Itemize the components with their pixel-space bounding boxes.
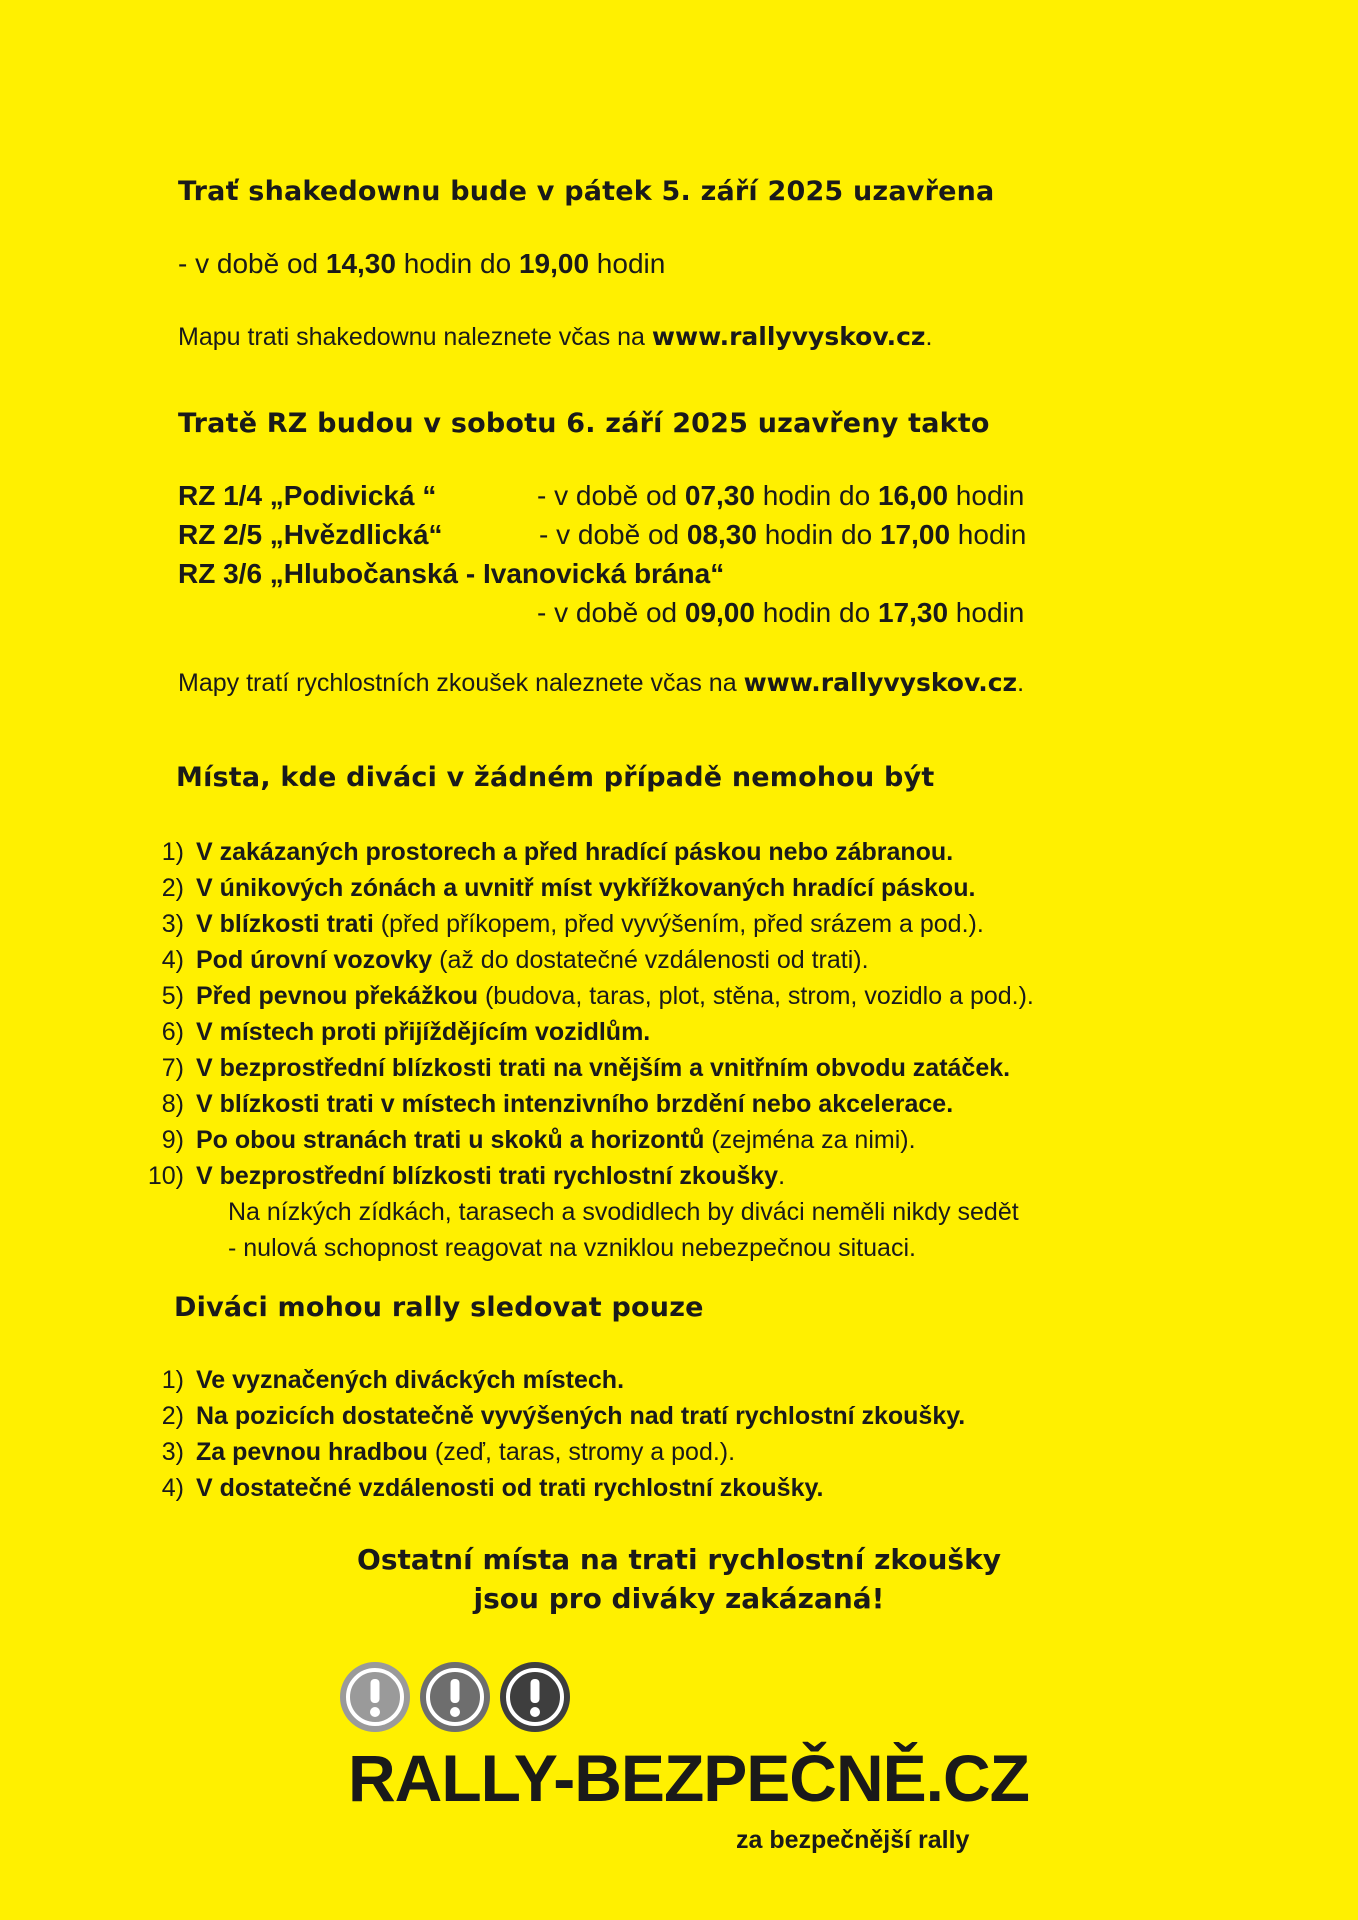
- final-warning-line: Ostatní místa na trati rychlostní zkoušky: [357, 1543, 1001, 1576]
- time-from: 08,30: [686, 519, 757, 550]
- list-item: [130, 1470, 965, 1506]
- item-number: 9): [161, 1126, 184, 1154]
- allowed-heading: Diváci mohou rally sledovat pouze: [174, 1292, 704, 1323]
- time-suffix: hodin: [948, 597, 1025, 628]
- item-rest: (budova, taras, plot, stěna, strom, vozidlo a pod.).: [478, 982, 1034, 1010]
- item-number: 4): [161, 1474, 184, 1502]
- time-prefix: - v době od: [539, 519, 687, 550]
- list-item: [130, 1398, 965, 1434]
- forbidden-list: [130, 834, 1034, 1266]
- rz-stage-name: [178, 519, 443, 551]
- time-suffix: hodin: [948, 480, 1025, 511]
- list-item: [130, 1014, 1034, 1050]
- final-warning: [0, 1540, 1358, 1618]
- time-mid: hodin do: [756, 519, 880, 550]
- item-number: 3): [161, 910, 184, 938]
- item-number: 8): [161, 1090, 184, 1118]
- list-item: [130, 1086, 1034, 1122]
- list-item: [130, 870, 1034, 906]
- allowed-list: [130, 1362, 965, 1506]
- list-item: [130, 978, 1034, 1014]
- item-bold: Pod úrovní vozovky: [196, 946, 433, 974]
- warning-exclamation-icon: [418, 1660, 492, 1734]
- time-suffix: hodin: [950, 519, 1027, 550]
- stage-name: RZ 2/5 „Hvězdlická“: [178, 519, 443, 550]
- item-rest: (zejména za nimi).: [704, 1126, 916, 1154]
- item-number: 3): [161, 1438, 184, 1466]
- item-bold: V bezprostřední blízkosti trati rychlostní zkoušky: [196, 1162, 779, 1190]
- list-item: [130, 1434, 965, 1470]
- item-number: 10): [147, 1162, 184, 1190]
- item-number: 1): [161, 1366, 184, 1394]
- time-to: 17,00: [879, 519, 951, 550]
- final-warning-line: jsou pro diváky zakázaná!: [473, 1582, 885, 1615]
- item-number: 1): [161, 838, 184, 866]
- forbidden-note-line: Na nízkých zídkách, tarasech a svodidlech by diváci neměli nikdy sedět: [228, 1198, 1019, 1226]
- item-bold: V místech proti přijíždějícím vozidlům.: [196, 1018, 651, 1046]
- item-bold: V dostatečné vzdálenosti od trati rychlostní zkoušky.: [196, 1474, 824, 1502]
- item-rest: .: [778, 1162, 786, 1190]
- warning-exclamation-icon-graphic: [418, 1660, 492, 1734]
- time-from: 07,30: [684, 480, 755, 511]
- time-to: 17,30: [877, 597, 949, 628]
- forbidden-note-line: - nulová schopnost reagovat na vzniklou nebezpečnou situaci.: [228, 1234, 916, 1262]
- item-number: 2): [161, 874, 184, 902]
- list-item: [130, 906, 1034, 942]
- time-from: 09,00: [684, 597, 755, 628]
- item-bold: V zakázaných prostorech a před hradící páskou nebo zábranou.: [196, 838, 954, 866]
- item-rest: (až do dostatečné vzdálenosti od trati).: [432, 946, 869, 974]
- time-prefix: - v době od: [178, 248, 326, 279]
- list-item: [130, 1050, 1034, 1086]
- stage-name: RZ 3/6 „Hlubočanská - Ivanovická brána“: [178, 558, 725, 589]
- item-bold: V blízkosti trati: [196, 910, 374, 938]
- item-number: 4): [161, 946, 184, 974]
- warning-exclamation-icon: [498, 1660, 572, 1734]
- list-item: [130, 1122, 1034, 1158]
- forbidden-heading: Místa, kde diváci v žádném případě nemohou být: [176, 762, 935, 793]
- map-end: .: [1017, 669, 1025, 697]
- time-mid: hodin do: [754, 480, 878, 511]
- time-from: 14,30: [325, 248, 396, 279]
- shakedown-map-info: [178, 322, 932, 352]
- rz-stage-time: [539, 519, 1026, 551]
- list-item: [130, 942, 1034, 978]
- rz-stage-time: [537, 480, 1024, 512]
- map-text: Mapu trati shakedownu naleznete včas na: [178, 323, 652, 351]
- item-number: 5): [161, 982, 184, 1010]
- map-text: Mapy tratí rychlostních zkoušek naleznete včas na: [178, 669, 744, 697]
- item-number: 2): [161, 1402, 184, 1430]
- map-url-link[interactable]: www.rallyvyskov.cz: [743, 668, 1018, 697]
- warning-exclamation-icon: [338, 1660, 412, 1734]
- warning-exclamation-icon-graphic: [338, 1660, 412, 1734]
- time-to: 16,00: [877, 480, 949, 511]
- shakedown-heading: Trať shakedownu bude v pátek 5. září 2025 uzavřena: [178, 176, 995, 207]
- list-item: [130, 1362, 965, 1398]
- rz-heading: Tratě RZ budou v sobotu 6. září 2025 uzavřeny takto: [178, 408, 990, 439]
- time-prefix: - v době od: [537, 597, 685, 628]
- time-to: 19,00: [518, 248, 590, 279]
- logo-tagline: za bezpečnější rally: [736, 1826, 970, 1854]
- time-mid: hodin do: [754, 597, 878, 628]
- item-rest: (před příkopem, před vyvýšením, před srázem a pod.).: [373, 910, 984, 938]
- shakedown-time: [178, 248, 665, 280]
- item-bold: Po obou stranách trati u skoků a horizontů: [196, 1126, 705, 1154]
- list-item: [130, 1158, 1034, 1194]
- logo-wordmark: RALLY-BEZPEČNĚ.CZ: [348, 1741, 1029, 1815]
- warning-exclamation-icon-graphic: [498, 1660, 572, 1734]
- time-prefix: - v době od: [537, 480, 685, 511]
- list-item: [130, 834, 1034, 870]
- time-mid: hodin do: [395, 248, 519, 279]
- time-suffix: hodin: [589, 248, 666, 279]
- item-bold: V bezprostřední blízkosti trati na vnějším a vnitřním obvodu zatáček.: [196, 1054, 1011, 1082]
- item-number: 7): [161, 1054, 184, 1082]
- item-bold: Před pevnou překážkou: [196, 982, 479, 1010]
- rz-map-info: [178, 668, 1024, 698]
- map-end: .: [925, 323, 933, 351]
- rz-stage-time: [537, 597, 1024, 629]
- map-url-link[interactable]: www.rallyvyskov.cz: [651, 322, 926, 351]
- rz-stage-name: [178, 558, 724, 590]
- item-bold: Ve vyznačených diváckých místech.: [196, 1366, 625, 1394]
- item-rest: (zeď, taras, stromy a pod.).: [427, 1438, 736, 1466]
- item-bold: V blízkosti trati v místech intenzivního brzdění nebo akcelerace.: [196, 1090, 954, 1118]
- rz-stage-name: [178, 480, 436, 512]
- item-bold: Za pevnou hradbou: [196, 1438, 428, 1466]
- item-number: 6): [161, 1018, 184, 1046]
- item-bold: V únikových zónách a uvnitř míst vykřížkovaných hradící páskou.: [196, 874, 976, 902]
- rally-bezpecne-logo: [338, 1660, 1038, 1880]
- stage-name: RZ 1/4 „Podivická “: [178, 480, 437, 511]
- item-bold: Na pozicích dostatečně vyvýšených nad tratí rychlostní zkoušky.: [196, 1402, 966, 1430]
